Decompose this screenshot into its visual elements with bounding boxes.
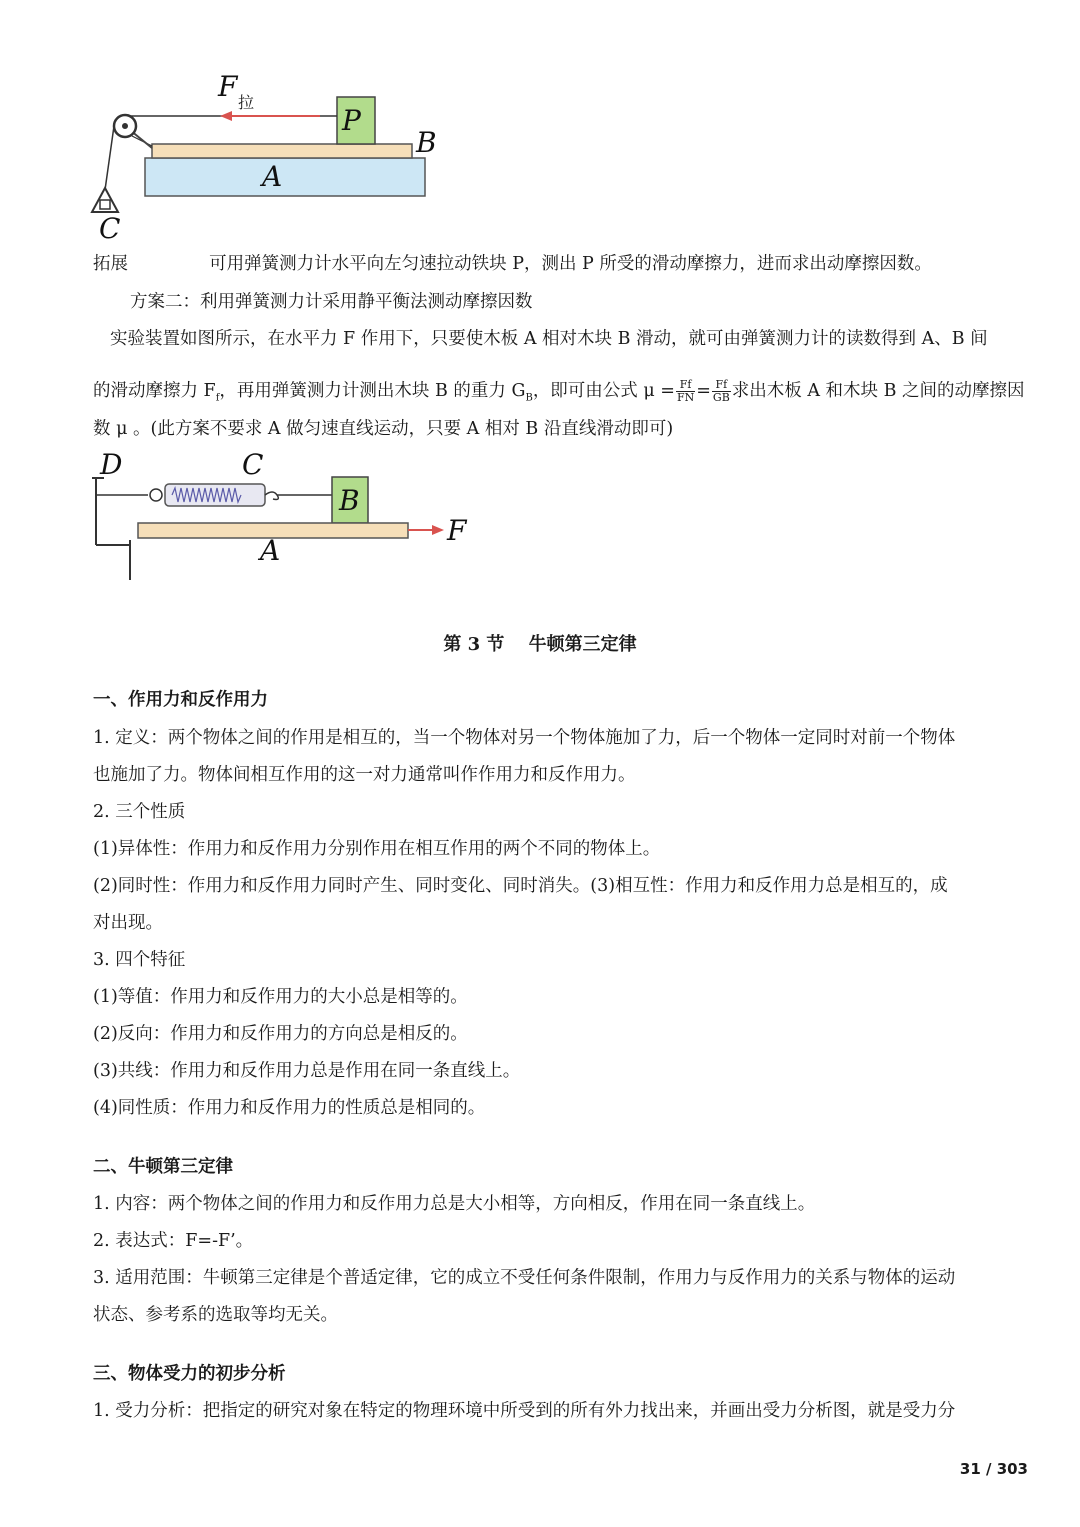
plan2-line3: 数 μ 。(此方案不要求 A 做匀速直线运动，只要 A 相对 B 沿直线滑动即可) xyxy=(93,419,674,439)
figure-spring-scale-setup xyxy=(90,448,480,583)
label-p: P xyxy=(342,104,361,137)
fraction-numerator: Ff xyxy=(712,379,731,392)
scale-hook xyxy=(265,492,278,500)
part3-heading: 三、物体受力的初步分析 xyxy=(93,1364,286,1384)
part2-line: 状态、参考系的选取等均无关。 xyxy=(93,1305,338,1325)
fraction-denominator: FN xyxy=(676,391,695,404)
pull-arrowhead xyxy=(220,111,232,121)
part1-line: (1)等值：作用力和反作用力的大小总是相等的。 xyxy=(93,987,468,1007)
label-b: B xyxy=(339,484,360,517)
extend-paragraph xyxy=(93,252,1033,276)
plan2-title: 方案二：利用弹簧测力计采用静平衡法测动摩擦因数 xyxy=(130,292,533,312)
part1-line: (3)共线：作用力和反作用力总是作用在同一条直线上。 xyxy=(93,1061,521,1081)
plan2-line2 xyxy=(93,374,1033,416)
pull-arrowhead xyxy=(432,525,444,535)
label-f: F xyxy=(447,514,467,547)
label-b: B xyxy=(416,126,437,159)
text-segment: 求出木板 A 和木块 B 之间的动摩擦因 xyxy=(731,381,1025,401)
subscript-b: B xyxy=(525,392,533,404)
figure-pulley-setup xyxy=(90,70,470,245)
extend-text: 可用弹簧测力计水平向左匀速拉动铁块 P，测出 P 所受的滑动摩擦力，进而求出动摩擦因数。 xyxy=(209,254,932,274)
part1-line: 2. 三个性质 xyxy=(93,802,186,822)
plan2-line1: 实验装置如图所示，在水平力 F 作用下，只要使木板 A 相对木块 B 滑动，就可由弹簧测力计的读数得到 A、B 间 xyxy=(110,329,988,349)
part3-line: 1. 受力分析：把指定的研究对象在特定的物理环境中所受到的所有外力找出来，并画出受力分析图，就是受力分 xyxy=(93,1401,956,1421)
part2-line: 1. 内容：两个物体之间的作用力和反作用力总是大小相等，方向相反，作用在同一条直线上。 xyxy=(93,1194,816,1214)
part1-line: 也施加了力。物体间相互作用的这一对力通常叫作作用力和反作用力。 xyxy=(93,765,636,785)
fraction-1 xyxy=(676,379,695,404)
subscript-f: f xyxy=(215,392,220,404)
part1-line: (4)同性质：作用力和反作用力的性质总是相同的。 xyxy=(93,1098,486,1118)
text-segment: 的滑动摩擦力 F xyxy=(93,381,216,401)
page-number: 31 / 303 xyxy=(959,1460,1028,1478)
part1-line: (1)异体性：作用力和反作用力分别作用在相互作用的两个不同的物体上。 xyxy=(93,839,661,859)
board-a xyxy=(145,158,425,196)
equals-sign: = xyxy=(696,381,711,401)
part2-line: 2. 表达式：F=-F’。 xyxy=(93,1231,254,1251)
part1-line: (2)反向：作用力和反作用力的方向总是相反的。 xyxy=(93,1024,468,1044)
spring-scale-diagram xyxy=(90,448,480,583)
section-title: 第 3 节 牛顿第三定律 xyxy=(443,634,637,655)
formula-lead: ，即可由公式 μ = xyxy=(532,381,675,401)
part2-heading: 二、牛顿第三定律 xyxy=(93,1157,233,1177)
rope-down xyxy=(105,126,114,190)
fraction-2 xyxy=(712,379,731,404)
label-c: C xyxy=(242,448,264,481)
scale-ring xyxy=(150,489,162,501)
label-d: D xyxy=(100,448,123,481)
text-segment: ，再用弹簧测力计测出木块 B 的重力 G xyxy=(219,381,526,401)
label-c: C xyxy=(99,212,121,245)
extend-prefix: 拓展 xyxy=(93,254,128,274)
part1-line: 对出现。 xyxy=(93,913,163,933)
part1-line: 1. 定义：两个物体之间的作用是相互的，当一个物体对另一个物体施加了力，后一个物体一定同时对前一个物体 xyxy=(93,728,956,748)
part1-line: (2)同时性：作用力和反作用力同时产生、同时变化、同时消失。(3)相互性：作用力和反作用力总是相互的，成 xyxy=(93,876,948,896)
pulley-diagram xyxy=(90,70,470,245)
part2-line: 3. 适用范围：牛顿第三定律是个普适定律，它的成立不受任何条件限制，作用力与反作用力的关系与物体的运动 xyxy=(93,1268,956,1288)
force-label-sub: 拉 xyxy=(238,93,255,112)
plank-b xyxy=(152,144,412,158)
part1-heading: 一、作用力和反作用力 xyxy=(93,690,268,710)
force-label-f: F xyxy=(218,70,238,103)
label-a: A xyxy=(260,534,281,567)
label-a: A xyxy=(262,160,283,193)
fraction-numerator: Ff xyxy=(676,379,695,392)
fraction-denominator: GB xyxy=(712,391,730,404)
part1-line: 3. 四个特征 xyxy=(93,950,186,970)
